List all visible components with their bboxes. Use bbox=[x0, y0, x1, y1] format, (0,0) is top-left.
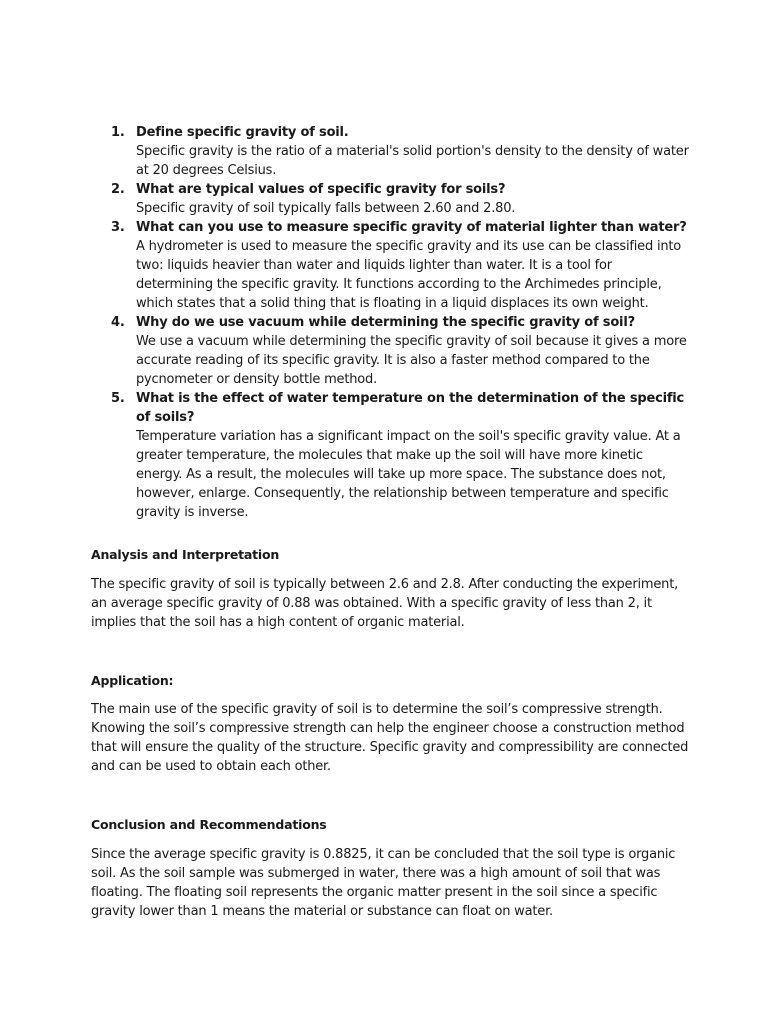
question-item bbox=[91, 389, 691, 522]
question-text: What is the effect of water temperature on the determination of the specific of soils? bbox=[136, 391, 685, 425]
analysis-heading: Analysis and Interpretation bbox=[91, 547, 280, 562]
questions-list bbox=[91, 123, 691, 522]
answer-text: Specific gravity is the ratio of a material's solid portion's density to the density of water at 20 degrees Celsius. bbox=[136, 144, 689, 178]
question-text: Why do we use vacuum while determining the specific gravity of soil? bbox=[136, 315, 635, 330]
question-text: What can you use to measure specific gravity of material lighter than water? bbox=[136, 220, 687, 235]
conclusion-heading: Conclusion and Recommendations bbox=[91, 817, 327, 832]
answer-text: A hydrometer is used to measure the specific gravity and its use can be classified into two: liquids heavier than water and liquids lighter than water. It is a tool for determining the specific gravity. It functions according to the Archimedes principle, which states that a solid thing that is floating in a liquid displaces its own weight. bbox=[136, 239, 682, 311]
question-item bbox=[91, 180, 691, 218]
question-number: 2. bbox=[111, 182, 125, 197]
question-number: 1. bbox=[111, 125, 125, 140]
question-number: 4. bbox=[111, 315, 125, 330]
answer-text: Temperature variation has a significant impact on the soil's specific gravity value. At a greater temperature, the molecules that make up the soil will have more kinetic energy. As a result, the molecules will take up more space. The substance does not, however, enlarge. Consequently, the relationship between temperature and specific gravity is inverse. bbox=[136, 429, 681, 520]
answer-text: Specific gravity of soil typically falls between 2.60 and 2.80. bbox=[136, 201, 516, 216]
question-number: 3. bbox=[111, 220, 125, 235]
application-heading: Application: bbox=[91, 673, 174, 688]
question-text: What are typical values of specific gravity for soils? bbox=[136, 182, 506, 197]
question-text: Define specific gravity of soil. bbox=[136, 125, 349, 140]
application-paragraph: The main use of the specific gravity of soil is to determine the soil’s compressive strength. Knowing the soil’s compressive strength can help the engineer choose a construction method that will ensure the quality of the structure. Specific gravity and compressibility are connected and can be used to obtain each other. bbox=[91, 702, 689, 774]
question-number: 5. bbox=[111, 391, 125, 406]
question-item bbox=[91, 123, 691, 180]
analysis-paragraph: The specific gravity of soil is typically between 2.6 and 2.8. After conducting the experiment, an average specific gravity of 0.88 was obtained. With a specific gravity of less than 2, it implies that the soil has a high content of organic material. bbox=[91, 577, 679, 630]
answer-text: We use a vacuum while determining the specific gravity of soil because it gives a more accurate reading of its specific gravity. It is also a faster method compared to the pycnometer or density bottle method. bbox=[136, 334, 687, 387]
question-item bbox=[91, 218, 691, 313]
conclusion-paragraph: Since the average specific gravity is 0.8825, it can be concluded that the soil type is organic soil. As the soil sample was submerged in water, there was a high amount of soil that was floating. The floating soil represents the organic matter present in the soil since a specific gravity lower than 1 means the material or substance can float on water. bbox=[91, 847, 676, 919]
question-item bbox=[91, 313, 691, 389]
